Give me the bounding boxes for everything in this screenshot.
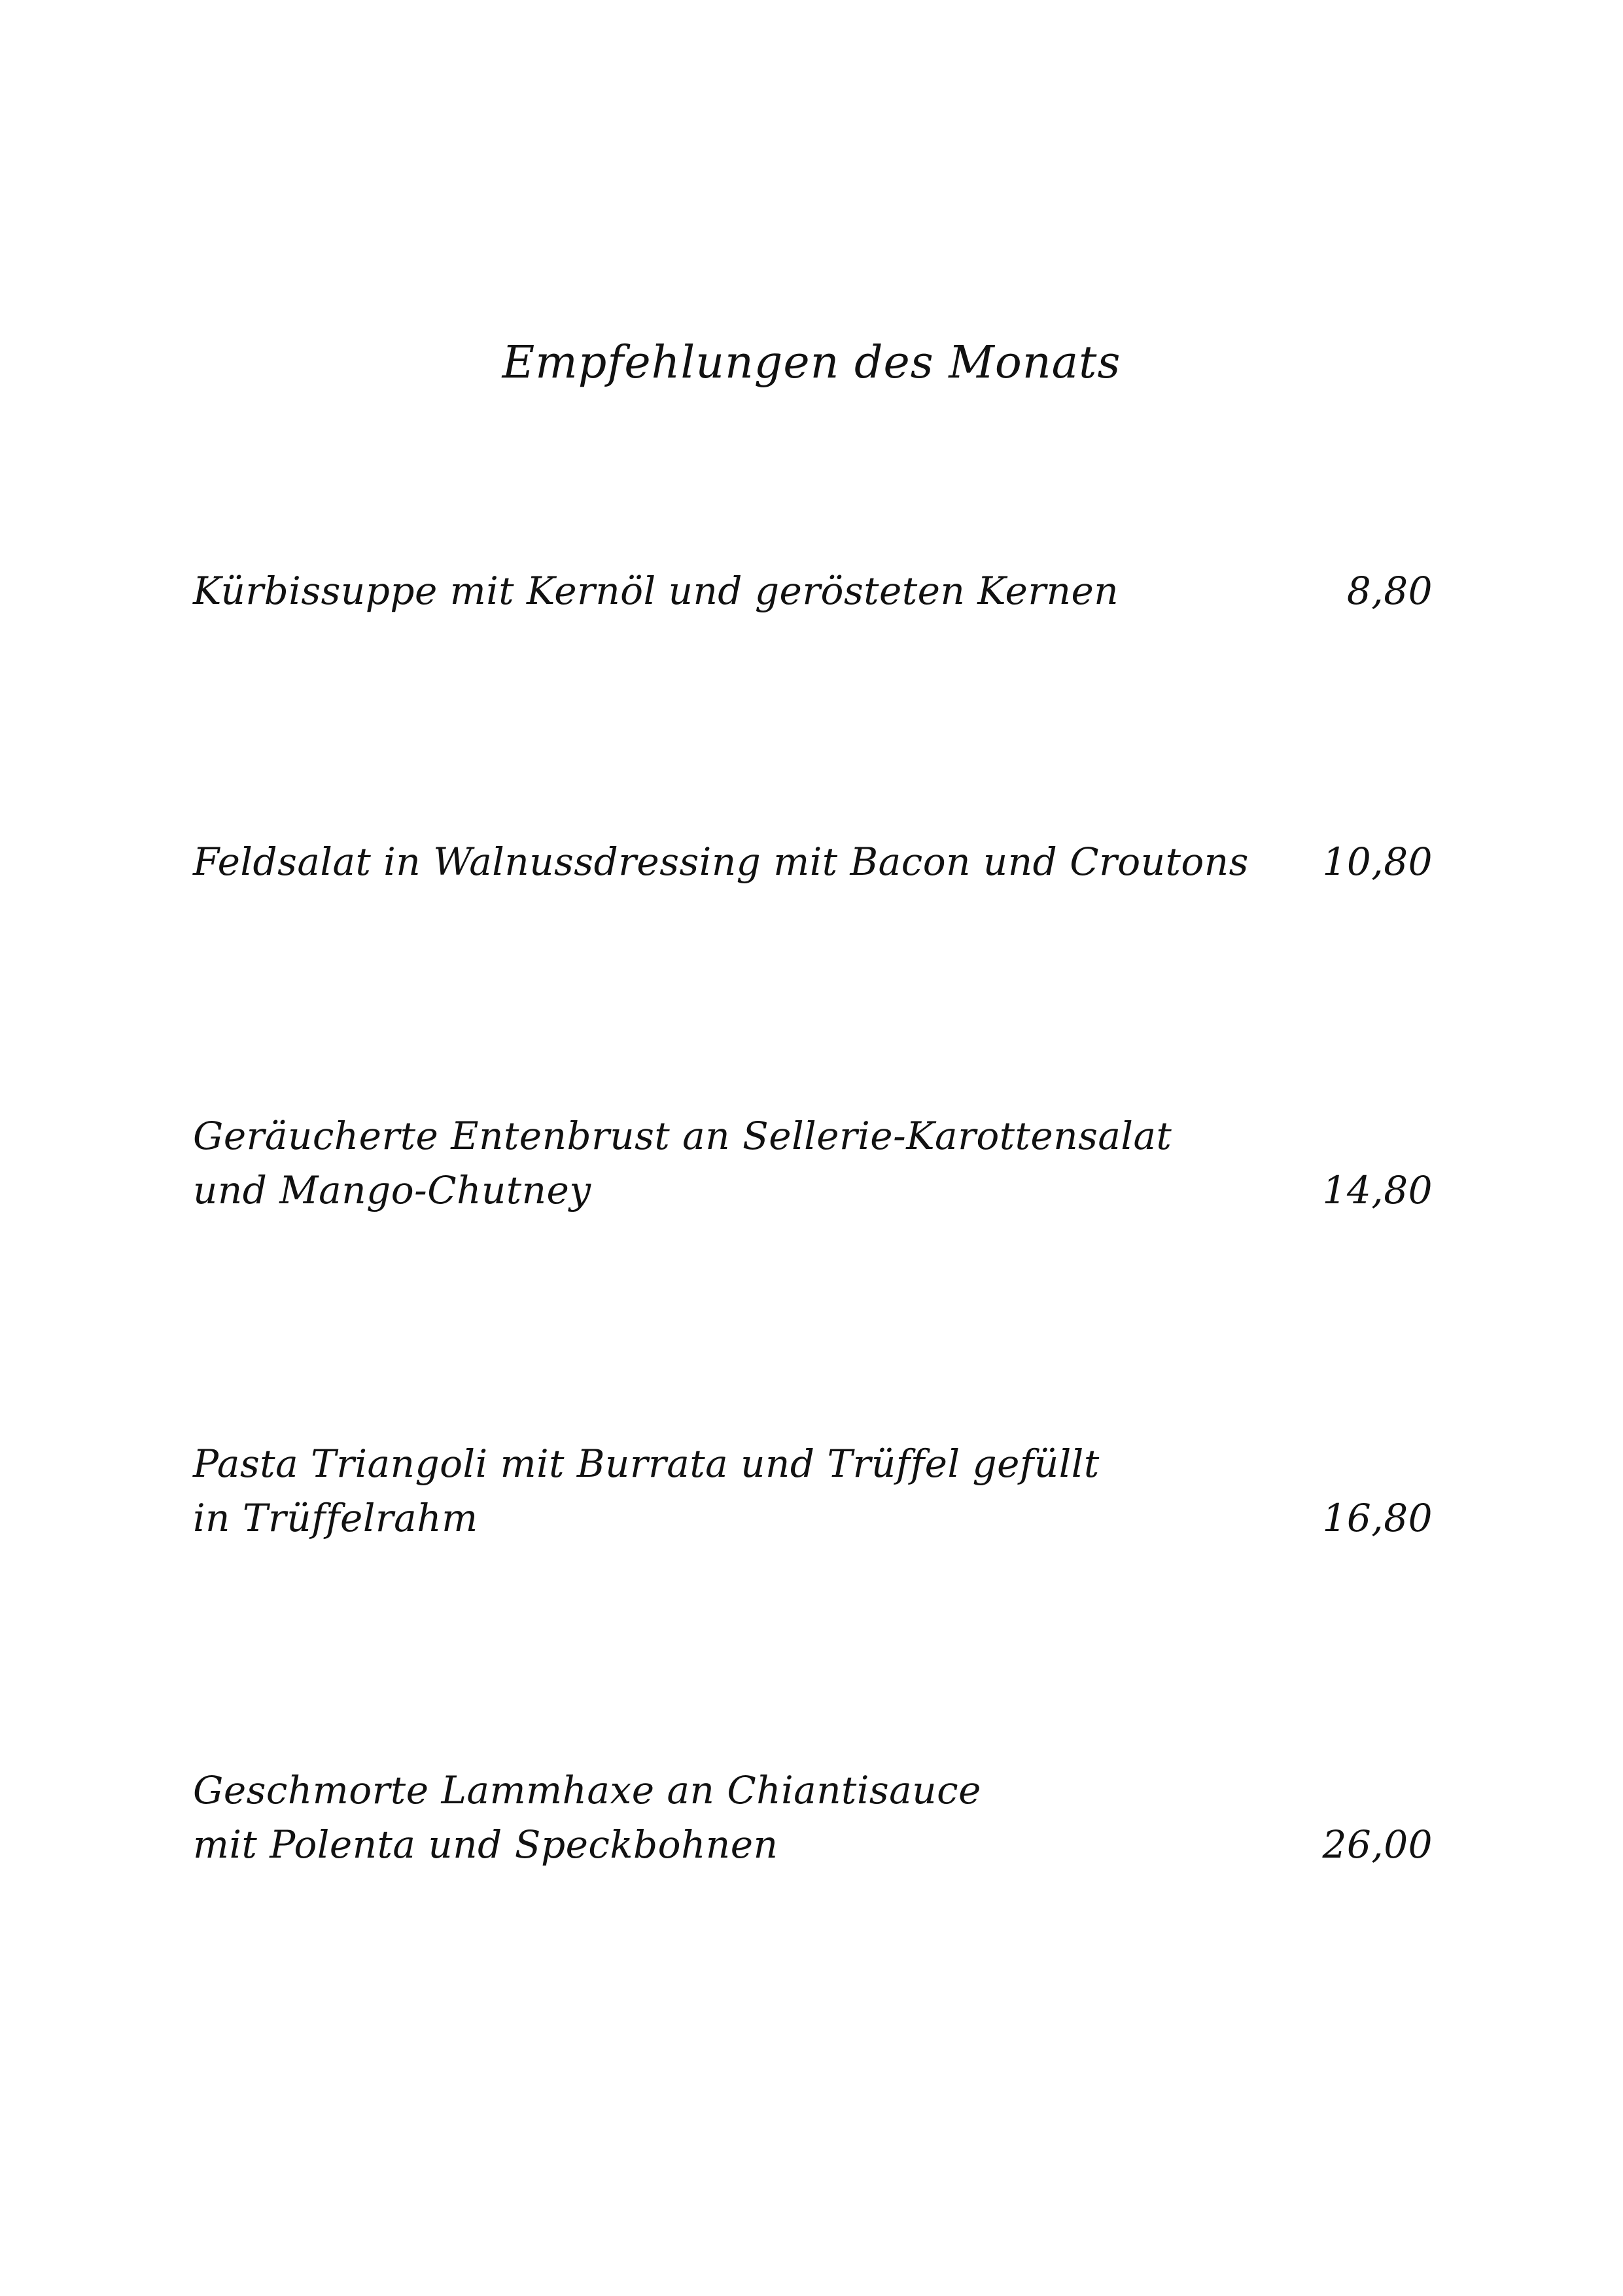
menu-item-kuerbissuppe [193,564,1433,618]
dish-name-line-1: Geschmorte Lammhaxe an Chiantisauce [193,1768,981,1812]
menu-item-entenbrust [193,1109,1433,1218]
dish-price: 16,80 [1322,1496,1433,1540]
dish-price: 10,80 [1322,839,1433,884]
dish-name-line-1: Pasta Triangoli mit Burrata und Trüffel gefüllt [193,1441,1100,1486]
dish-name-line-1: Geräucherte Entenbrust an Sellerie-Karottensalat [193,1114,1172,1158]
menu-item-feldsalat [193,835,1433,889]
dish-price: 8,80 [1346,569,1433,613]
page-title: Empfehlungen des Monats [502,337,1121,389]
menu-item-lammhaxe [193,1763,1433,1872]
dish-price: 14,80 [1322,1168,1433,1212]
dish-name-line-2: in Trüffelrahm [193,1496,478,1540]
dish-name-line-2: und Mango-Chutney [193,1168,591,1212]
menu-item-pasta-triangoli [193,1437,1433,1545]
dish-name-line-2: mit Polenta und Speckbohnen [193,1822,778,1867]
dish-price: 26,00 [1322,1822,1433,1867]
dish-name: Kürbissuppe mit Kernöl und gerösteten Kernen [193,569,1119,613]
dish-name: Feldsalat in Walnussdressing mit Bacon und Croutons [193,839,1249,884]
